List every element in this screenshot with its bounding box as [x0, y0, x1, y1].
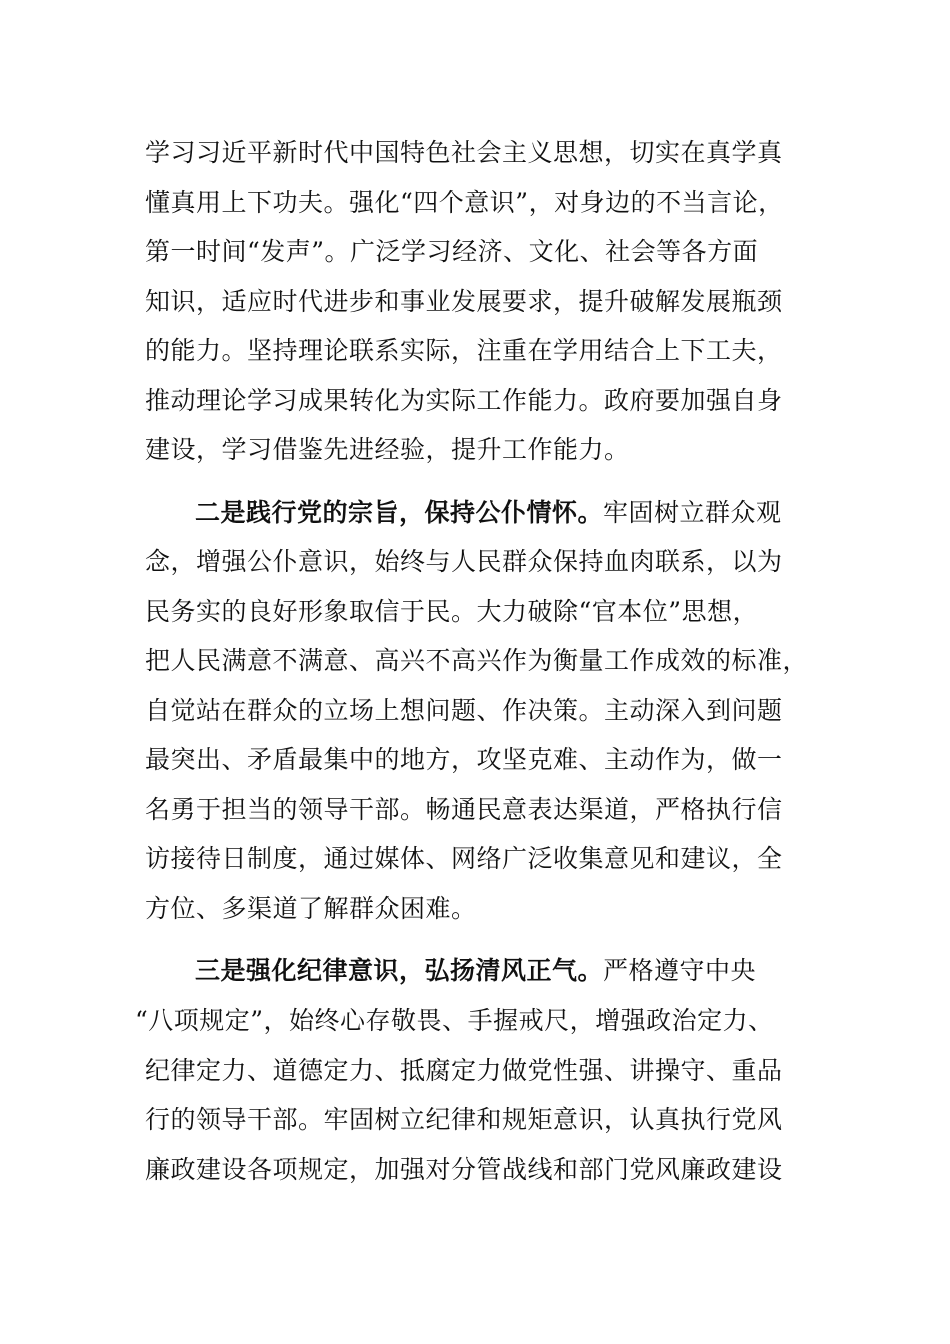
paragraph-1-line-7: 建设，学习借鉴先进经验，提升工作能力。	[145, 435, 630, 464]
paragraph-1-line-1: 学习习近平新时代中国特色社会主义思想，切实在真学真	[145, 138, 783, 167]
paragraph-2-first-line-rest: 牢固树立群众观	[603, 498, 782, 527]
paragraph-3-line-2: “八项规定”，始终心存敬畏、手握戒尺，增强政治定力、	[135, 1006, 774, 1035]
paragraph-3-line-4: 行的领导干部。牢固树立纪律和规矩意识，认真执行党风	[145, 1105, 783, 1134]
paragraph-3-heading: 三是强化纪律意识，弘扬清风正气。	[195, 956, 604, 985]
paragraph-2-line-4: 把人民满意不满意、高兴不高兴作为衡量工作成效的标准，	[145, 646, 809, 675]
paragraph-2-line-2: 念，增强公仆意识，始终与人民群众保持血肉联系，以为	[145, 547, 783, 576]
paragraph-1-line-6: 推动理论学习成果转化为实际工作能力。政府要加强自身	[145, 386, 783, 415]
paragraph-1-line-3: 第一时间“发声”。广泛学习经济、文化、社会等各方面	[145, 237, 759, 266]
paragraph-3-line-5: 廉政建设各项规定，加强对分管战线和部门党风廉政建设	[145, 1155, 783, 1184]
paragraph-3-first-line-rest: 严格遵守中央	[603, 956, 757, 985]
paragraph-2-line-9: 方位、多渠道了解群众困难。	[145, 894, 477, 923]
paragraph-3-first-line	[195, 956, 756, 986]
paragraph-3-line-3: 纪律定力、道德定力、抵腐定力做党性强、讲操守、重品	[145, 1056, 783, 1085]
paragraph-2-first-line	[195, 498, 782, 528]
paragraph-2-line-8: 访接待日制度，通过媒体、网络广泛收集意见和建议，全	[145, 844, 783, 873]
paragraph-2-heading: 二是践行党的宗旨，保持公仆情怀。	[195, 498, 604, 527]
paragraph-1-line-4: 知识，适应时代进步和事业发展要求，提升破解发展瓶颈	[145, 287, 783, 316]
paragraph-1-line-5: 的能力。坚持理论联系实际，注重在学用结合上下工夫，	[145, 336, 783, 365]
paragraph-1-line-2: 懂真用上下功夫。强化“四个意识”，对身边的不当言论，	[145, 188, 784, 217]
paragraph-2-line-7: 名勇于担当的领导干部。畅通民意表达渠道，严格执行信	[145, 795, 783, 824]
paragraph-2-line-3: 民务实的良好形象取信于民。大力破除“官本位”思想，	[145, 597, 759, 626]
paragraph-2-line-5: 自觉站在群众的立场上想问题、作决策。主动深入到问题	[145, 696, 783, 725]
paragraph-2-line-6: 最突出、矛盾最集中的地方，攻坚克难、主动作为，做一	[145, 745, 783, 774]
